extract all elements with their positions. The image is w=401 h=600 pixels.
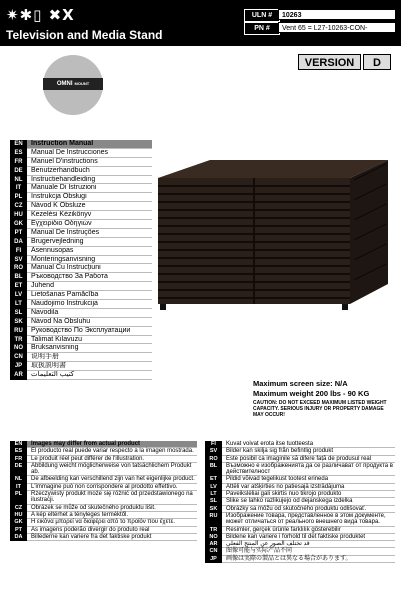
language-row — [10, 318, 152, 327]
language-code: EN — [10, 140, 27, 149]
language-name: Kezelési Kézikönyv — [27, 211, 152, 220]
language-code: IT — [10, 184, 27, 193]
language-name: Bruksanvisning — [27, 344, 152, 353]
language-name: Benutzerhandbuch — [27, 167, 152, 176]
disclaimer-row — [205, 491, 395, 498]
disclaimer-text: Obrázky sa môžu od skutočného produktu odlišovať. — [222, 506, 395, 513]
language-name: Instrukcja Obsługi — [27, 193, 152, 202]
disclaimer-code: AR — [205, 541, 222, 548]
disclaimer-code: ET — [205, 476, 222, 483]
disclaimer-code: TR — [205, 527, 222, 534]
disclaimer-row — [10, 505, 197, 512]
disclaimer-text: 画像は実際の製品とは異なる場合があります。 — [222, 556, 395, 563]
language-list — [10, 140, 152, 380]
language-row — [10, 336, 152, 345]
disclaimer-code: CN — [205, 548, 222, 555]
language-row — [10, 158, 152, 167]
version-value: D — [363, 54, 391, 70]
language-code: DE — [10, 167, 27, 176]
language-name: 取扱説明書 — [27, 362, 152, 371]
language-row — [10, 238, 152, 247]
disclaimer-row — [205, 527, 395, 534]
language-row — [10, 247, 152, 256]
disclaimer-row — [10, 463, 197, 477]
disclaimer-row — [10, 519, 197, 526]
language-name: Brugervejledning — [27, 238, 152, 247]
disclaimer-text: Billederne kan variere fra det faktiske produkt — [27, 534, 197, 541]
disclaimer-code: NO — [205, 534, 222, 541]
language-code: GK — [10, 220, 27, 229]
company-logo: ✷✱▯ ✖X — [6, 6, 75, 24]
max-screen-size: Maximum screen size: N/A — [253, 379, 348, 388]
language-code: TR — [10, 336, 27, 345]
disclaimer-code: RU — [205, 513, 222, 527]
language-code: AR — [10, 371, 27, 380]
language-code: NL — [10, 176, 27, 185]
disclaimer-text: L'immagine può non corrispondere al prodotto effettivo. — [27, 484, 197, 491]
language-row — [10, 371, 152, 380]
language-name: Manual Cu Instrucțiuni — [27, 264, 152, 273]
language-code: CZ — [10, 202, 27, 211]
uln-value: 10263 — [278, 9, 396, 20]
disclaimer-text: Bildene kan variere i forhold til det faktiske produktet — [222, 534, 395, 541]
language-code: LV — [10, 291, 27, 300]
media-stand-illustration — [150, 138, 400, 313]
language-name: Manual De Instruções — [27, 229, 152, 238]
disclaimer-text: Kuvat voivat erota itse tuotteesta — [222, 441, 395, 448]
disclaimer-text: Bilder kan skilja sig från befintlig produkt — [222, 448, 395, 455]
brand-name: OMNI — [56, 81, 73, 87]
product-title: Television and Media Stand — [6, 28, 163, 42]
disclaimer-row — [10, 448, 197, 455]
language-name: Návod K Obsluze — [27, 202, 152, 211]
language-name: Manuale Di Istruzioni — [27, 184, 152, 193]
language-row — [10, 220, 152, 229]
language-code: FR — [10, 158, 27, 167]
language-row — [10, 211, 152, 220]
language-name: Talimat Kılavuzu — [27, 336, 152, 345]
disclaimer-table-right — [205, 441, 395, 563]
disclaimer-text: Η εικόνα μπορεί να διαφέρει από το προϊόν που έχετε. — [27, 519, 197, 526]
disclaimer-code: DA — [10, 534, 27, 541]
disclaimer-text: Resimler, gerçek ürünle farklılık gösterebilir — [222, 527, 395, 534]
disclaimer-text: Изображение товара, представленное в этом документе, может отличаться от реального внешнего вида товара. — [222, 513, 395, 527]
disclaimer-row — [10, 476, 197, 483]
disclaimer-code: HU — [10, 512, 27, 519]
disclaimer-row — [10, 534, 197, 541]
language-name: Lietošanas Pamācība — [27, 291, 152, 300]
disclaimer-code: PT — [10, 527, 27, 534]
language-code: SL — [10, 309, 27, 318]
disclaimer-code: FI — [205, 441, 222, 448]
language-row — [10, 176, 152, 185]
language-row — [10, 140, 152, 149]
disclaimer-row — [205, 476, 395, 483]
disclaimer-code: ES — [10, 448, 27, 455]
disclaimer-code: IT — [10, 484, 27, 491]
disclaimer-text: Rzeczywisty produkt może się różnić od przedstawionego na ilustracji. — [27, 491, 197, 505]
disclaimer-text: Paveikslėliai gali skirtis nuo tikrojo produkto — [222, 491, 395, 498]
disclaimer-row — [10, 441, 197, 448]
disclaimer-row — [205, 448, 395, 455]
language-name: Εγχειρίδιο Οδηγιών — [27, 220, 152, 229]
language-row — [10, 256, 152, 265]
language-code: RU — [10, 327, 27, 336]
language-row — [10, 327, 152, 336]
language-code: RO — [10, 264, 27, 273]
language-row — [10, 167, 152, 176]
disclaimer-row — [205, 484, 395, 491]
language-code: ET — [10, 282, 27, 291]
language-name: Monteringsanvisning — [27, 256, 152, 265]
language-code: PL — [10, 193, 27, 202]
disclaimer-row — [205, 456, 395, 463]
language-name: Manual De Instrucciones — [27, 149, 152, 158]
disclaimer-row — [10, 484, 197, 491]
language-row — [10, 273, 152, 282]
disclaimer-text: De afbeelding kan verschillend zijn van het eigenlijke product. — [27, 476, 197, 483]
brand-logo-text — [43, 79, 103, 89]
disclaimer-text: قد تختلف الصور عن المنتج الفعلي — [222, 541, 395, 548]
language-row — [10, 149, 152, 158]
language-row — [10, 282, 152, 291]
disclaimer-text: 图像可能与实际产品不同 — [222, 548, 395, 555]
disclaimer-code: EN — [10, 441, 27, 448]
language-code: JP — [10, 362, 27, 371]
disclaimer-text: Este posibil ca imaginile să difere față de produsul real — [222, 456, 395, 463]
disclaimer-text: Възможно е изображенията да се различават от продукта в действителност — [222, 463, 395, 477]
language-name: Návod Na Obsluhu — [27, 318, 152, 327]
caution-note: CAUTION: DO NOT EXCEED MAXIMUM LISTED WEIGHT CAPACITY. SERIOUS INJURY OR PROPERTY DAMAGE MAY OCCUR! — [253, 400, 387, 418]
disclaimer-row — [205, 556, 395, 563]
language-name: كتيب التعليمات — [27, 371, 152, 380]
disclaimer-row — [205, 498, 395, 505]
disclaimer-code: RO — [205, 456, 222, 463]
language-code: HU — [10, 211, 27, 220]
disclaimer-text: Obrázek se může od skutečného produktu lišit. — [27, 505, 197, 512]
version-label: VERSION — [298, 54, 361, 70]
disclaimer-row — [205, 506, 395, 513]
disclaimer-code: LV — [205, 484, 222, 491]
language-name: Naudojimo Instrukcija — [27, 300, 152, 309]
language-row — [10, 193, 152, 202]
language-code: FI — [10, 247, 27, 256]
language-row — [10, 344, 152, 353]
language-code: LT — [10, 300, 27, 309]
language-row — [10, 309, 152, 318]
disclaimer-text: Abbildung weicht möglicherweise von tatsächlichem Produkt ab. — [27, 463, 197, 477]
language-name: Manuel D'instructions — [27, 158, 152, 167]
language-row — [10, 229, 152, 238]
disclaimer-row — [10, 527, 197, 534]
language-name: 说明手册 — [27, 353, 152, 362]
disclaimer-text: A kép eltérhet a tényleges terméktől. — [27, 512, 197, 519]
pn-value: Vent 65 = L27-10263-CON-021009vD — [278, 22, 396, 33]
disclaimer-code: GK — [10, 519, 27, 526]
language-code: NO — [10, 344, 27, 353]
language-code: SK — [10, 318, 27, 327]
brand-sub: MOUNT — [74, 81, 90, 86]
uln-label: ULN # — [244, 9, 280, 22]
disclaimer-text: As imagens poderão divergir do produto real — [27, 527, 197, 534]
disclaimer-code: DE — [10, 463, 27, 477]
language-row — [10, 353, 152, 362]
disclaimer-code: PL — [10, 491, 27, 505]
language-code: CN — [10, 353, 27, 362]
language-name: Руководство По Эксплуатации — [27, 327, 152, 336]
language-row — [10, 300, 152, 309]
max-weight: Maximum weight 200 lbs - 90 KG — [253, 389, 370, 398]
disclaimer-text: Images may differ from actual product — [27, 441, 197, 448]
disclaimer-code: SL — [205, 498, 222, 505]
language-row — [10, 291, 152, 300]
disclaimer-text: Pildid võivad tegelikust tootest erineda — [222, 476, 395, 483]
language-code: DA — [10, 238, 27, 247]
disclaimer-row — [205, 548, 395, 555]
disclaimer-row — [10, 456, 197, 463]
disclaimer-code: NL — [10, 476, 27, 483]
language-code: PT — [10, 229, 27, 238]
language-row — [10, 362, 152, 371]
language-name: Asennusopas — [27, 247, 152, 256]
language-code: ES — [10, 149, 27, 158]
language-name: Juhend — [27, 282, 152, 291]
disclaimer-code: BL — [205, 463, 222, 477]
language-name: Navodila — [27, 309, 152, 318]
disclaimer-text: El producto real puede variar respecto a la imagen mostrada. — [27, 448, 197, 455]
language-row — [10, 264, 152, 273]
disclaimer-code: JP — [205, 556, 222, 563]
language-name: Instructiehandleiding — [27, 176, 152, 185]
disclaimer-code: SV — [205, 448, 222, 455]
disclaimer-code: FR — [10, 456, 27, 463]
disclaimer-table-left — [10, 441, 197, 541]
disclaimer-row — [205, 463, 395, 477]
disclaimer-text: Slike se lahko razlikujejo od dejanskega izdelka — [222, 498, 395, 505]
language-row — [10, 184, 152, 193]
language-name: Instruction Manual — [27, 140, 152, 149]
language-code: SV — [10, 256, 27, 265]
pn-label: PN # — [244, 22, 280, 35]
language-code: BL — [10, 273, 27, 282]
disclaimer-row — [10, 491, 197, 505]
disclaimer-code: LT — [205, 491, 222, 498]
disclaimer-code: CZ — [10, 505, 27, 512]
language-row — [10, 202, 152, 211]
disclaimer-text: Le produit réel peut différer de l'illustration. — [27, 456, 197, 463]
disclaimer-code: SK — [205, 506, 222, 513]
disclaimer-text: Attēli var atšķirties no patiesajā izstrādājuma — [222, 484, 395, 491]
language-name: Ръководство За Работа — [27, 273, 152, 282]
disclaimer-row — [205, 513, 395, 527]
